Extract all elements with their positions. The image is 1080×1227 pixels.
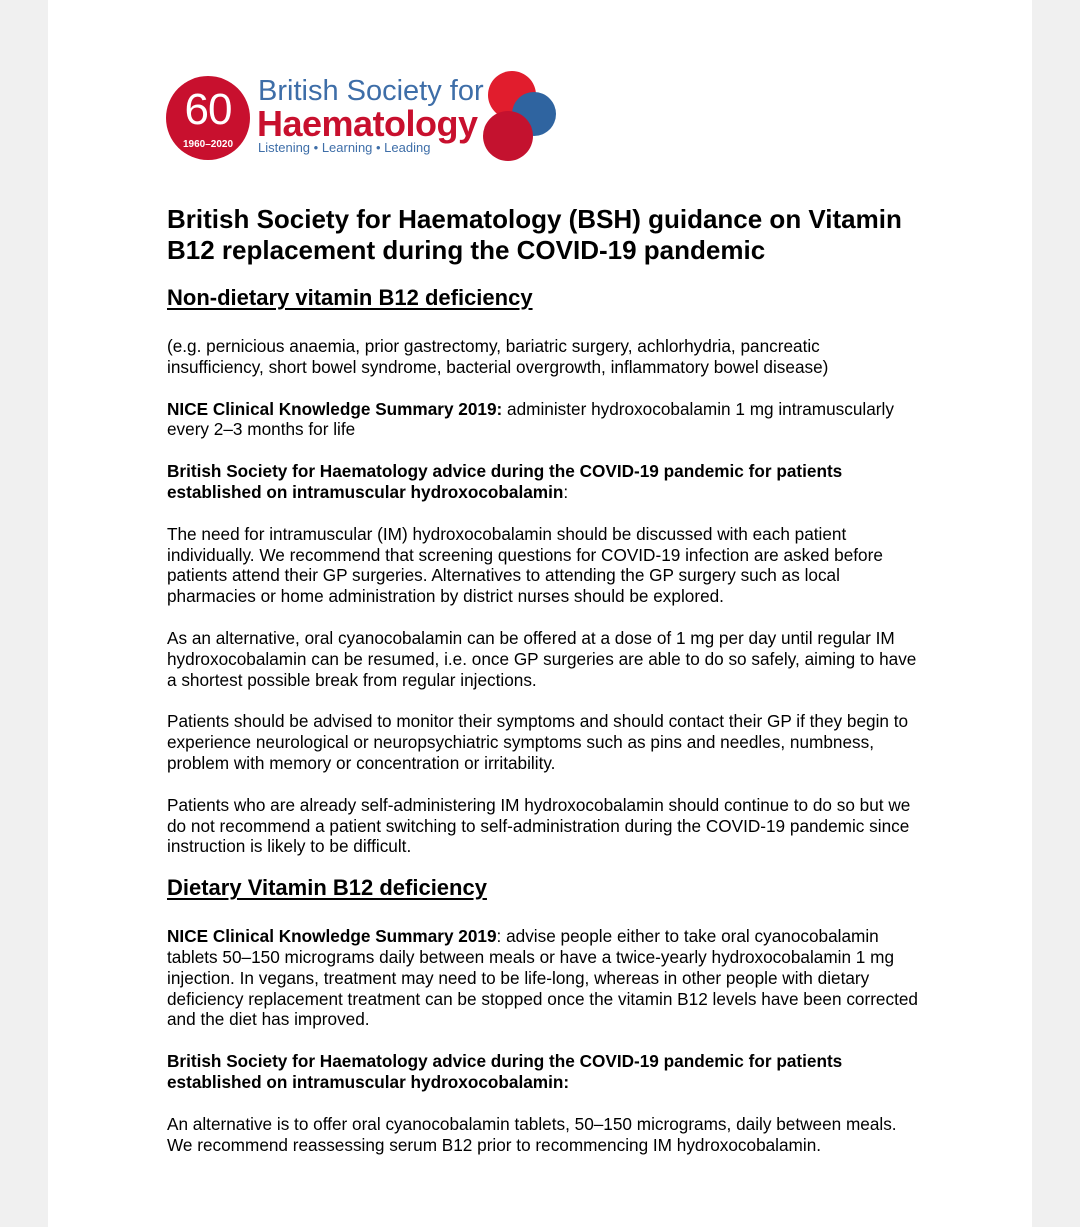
logo-circles-icon (482, 70, 562, 166)
logo-tagline: Listening • Learning • Leading (258, 140, 431, 155)
bsh-label: British Society for Haematology advice during the COVID-19 pandemic for patients established on intramuscular hydroxocobalamin (167, 461, 843, 502)
bsh-label: British Society for Haematology advice during the COVID-19 pandemic for patients established on intramuscular hydroxocobalamin: (167, 1051, 843, 1092)
document-page (48, 0, 1032, 1227)
nice-text: administer hydroxocobalamin 1 mg intramuscularly every 2–3 months for life (167, 398, 894, 440)
nice-label: NICE Clinical Knowledge Summary 2019: (167, 398, 503, 419)
nice-label: NICE Clinical Knowledge Summary 2019 (167, 926, 497, 947)
logo-text-line2: Haematology (257, 103, 478, 144)
nice-text: : advise people either to take oral cyanocobalamin tablets 50–150 micrograms daily between meals or have a twice-yearly hydroxocobalamin 1 mg injection. In vegans, treatment may need to be life-long, whereas in other people with dietary deficiency replacement treatment can be stopped once the vitamin B12 levels have been corrected and the diet has improved. (167, 926, 918, 1030)
logo-text-line1: British Society for (258, 75, 484, 107)
non-dietary-nice-summary (167, 399, 919, 441)
non-dietary-examples: (e.g. pernicious anaemia, prior gastrectomy, bariatric surgery, achlorhydria, pancreatic insufficiency, short bowel syndrome, bacterial overgrowth, inflammatory bowel disease) (167, 336, 829, 377)
paragraph-self-administration: Patients who are already self-administering IM hydroxocobalamin should continue to do so but we do not recommend a patient switching to self-administration during the COVID-19 pandemic since instruction is likely to be difficult. (167, 794, 911, 857)
anniversary-badge (166, 76, 250, 160)
section-heading-dietary: Dietary Vitamin B12 deficiency (167, 875, 487, 901)
page-title: British Society for Haematology (BSH) guidance on Vitamin B12 replacement during the COVID-19 pandemic (167, 204, 902, 265)
section-heading-non-dietary: Non-dietary vitamin B12 deficiency (167, 285, 533, 310)
paragraph-im-discussion: The need for intramuscular (IM) hydroxocobalamin should be discussed with each patient individually. We recommend that screening questions for COVID-19 infection are asked before patients attend their GP surgeries. Alternatives to attending the GP surgery such as local pharmacies or home administration by district nurses should be explored. (167, 523, 883, 607)
logo-circle-red-bottom (483, 111, 533, 161)
paragraph-oral-alternative: As an alternative, oral cyanocobalamin can be offered at a dose of 1 mg per day until regular IM hydroxocobalamin can be resumed, i.e. once GP surgeries are able to do so safely, aiming to have a shortest possible break from regular injections. (167, 627, 917, 690)
dietary-bsh-advice-heading (167, 1051, 919, 1093)
dietary-nice-summary (167, 926, 919, 1030)
badge-years: 1960–2020 (182, 139, 234, 150)
bsh-suffix: : (563, 481, 569, 502)
paragraph-monitor-symptoms: Patients should be advised to monitor their symptoms and should contact their GP if they begin to experience neurological or neuropsychiatric symptoms such as pins and needles, numbness, problem with memory or concentration or irritability. (167, 711, 909, 773)
badge-number: 60 (184, 85, 232, 134)
non-dietary-bsh-advice-heading (167, 461, 919, 503)
document-body (167, 204, 919, 1155)
paragraph-dietary-alternative: An alternative is to offer oral cyanocobalamin tablets, 50–150 micrograms, daily between meals. We recommend reassessing serum B12 prior to recommencing IM hydroxocobalamin. (167, 1113, 897, 1155)
bsh-logo (166, 70, 566, 166)
